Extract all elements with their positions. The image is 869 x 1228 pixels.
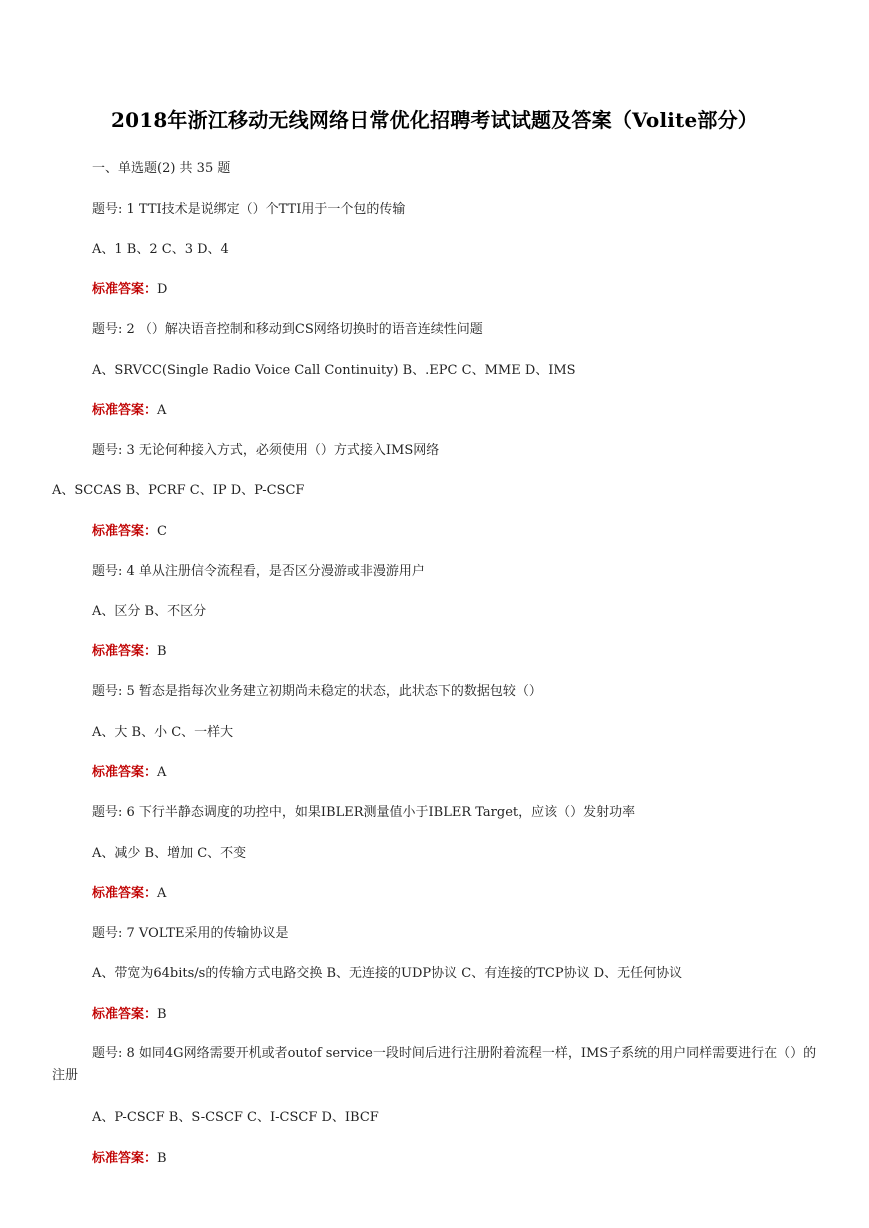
options-5: A、大 B、小 C、一样大 (92, 725, 234, 740)
options-8: A、P-CSCF B、S-CSCF C、I-CSCF D、IBCF (92, 1110, 379, 1125)
question-1: 题号: 1 TTI技术是说绑定（）个TTI用于一个包的传输 (92, 202, 406, 217)
answer-3 (92, 523, 167, 541)
answer-value: B (157, 1151, 167, 1166)
answer-label: 标准答案： (92, 886, 158, 901)
answer-4 (92, 643, 167, 661)
answer-2 (92, 402, 166, 420)
options-2: A、SRVCC(Single Radio Voice Call Continuity) B、.EPC C、MME D、IMS (92, 363, 576, 378)
options-6: A、减少 B、增加 C、不变 (92, 846, 247, 861)
answer-label: 标准答案： (92, 524, 158, 539)
answer-label: 标准答案： (92, 765, 158, 780)
answer-5 (92, 764, 166, 782)
options-3: A、SCCAS B、PCRF C、IP D、P-CSCF (52, 483, 305, 498)
answer-value: A (157, 765, 167, 780)
answer-value: B (157, 1007, 167, 1022)
answer-6 (92, 885, 166, 903)
options-7: A、带宽为64bits/s的传输方式电路交换 B、无连接的UDP协议 C、有连接的TCP协议 D、无任何协议 (92, 966, 683, 981)
answer-7 (92, 1006, 167, 1024)
answer-value: A (157, 403, 167, 418)
answer-label: 标准答案： (92, 1007, 158, 1022)
options-1: A、1 B、2 C、3 D、4 (92, 242, 229, 257)
question-8-text: 题号: 8 如同4G网络需要开机或者outof service一段时间后进行注册附着流程一样，IMS子系统的用户同样需要进行在（）的注册 (52, 1046, 817, 1083)
answer-8 (92, 1150, 167, 1168)
answer-value: C (157, 524, 167, 539)
options-4: A、区分 B、不区分 (92, 604, 207, 619)
answer-value: A (157, 886, 167, 901)
answer-value: B (157, 644, 167, 659)
question-3: 题号: 3 无论何种接入方式，必须使用（）方式接入IMS网络 (92, 443, 440, 458)
question-7: 题号: 7 VOLTE采用的传输协议是 (92, 926, 289, 941)
answer-label: 标准答案： (92, 644, 158, 659)
question-5: 题号: 5 暂态是指每次业务建立初期尚未稳定的状态，此状态下的数据包较（） (92, 684, 542, 699)
question-2: 题号: 2 （）解决语音控制和移动到CS网络切换时的语音连续性问题 (92, 322, 483, 337)
answer-label: 标准答案： (92, 1151, 158, 1166)
document-title: 2018年浙江移动无线网络日常优化招聘考试试题及答案（Volite部分） (110, 108, 759, 132)
answer-label: 标准答案： (92, 403, 158, 418)
answer-label: 标准答案： (92, 282, 158, 297)
answer-value: D (157, 282, 168, 297)
answer-1 (92, 281, 167, 299)
question-6: 题号: 6 下行半静态调度的功控中，如果IBLER测量值小于IBLER Target，应该（）发射功率 (92, 805, 636, 820)
question-8 (52, 1043, 822, 1087)
question-4: 题号: 4 单从注册信令流程看，是否区分漫游或非漫游用户 (92, 564, 425, 579)
section-heading: 一、单选题(2) 共 35 题 (92, 161, 231, 176)
